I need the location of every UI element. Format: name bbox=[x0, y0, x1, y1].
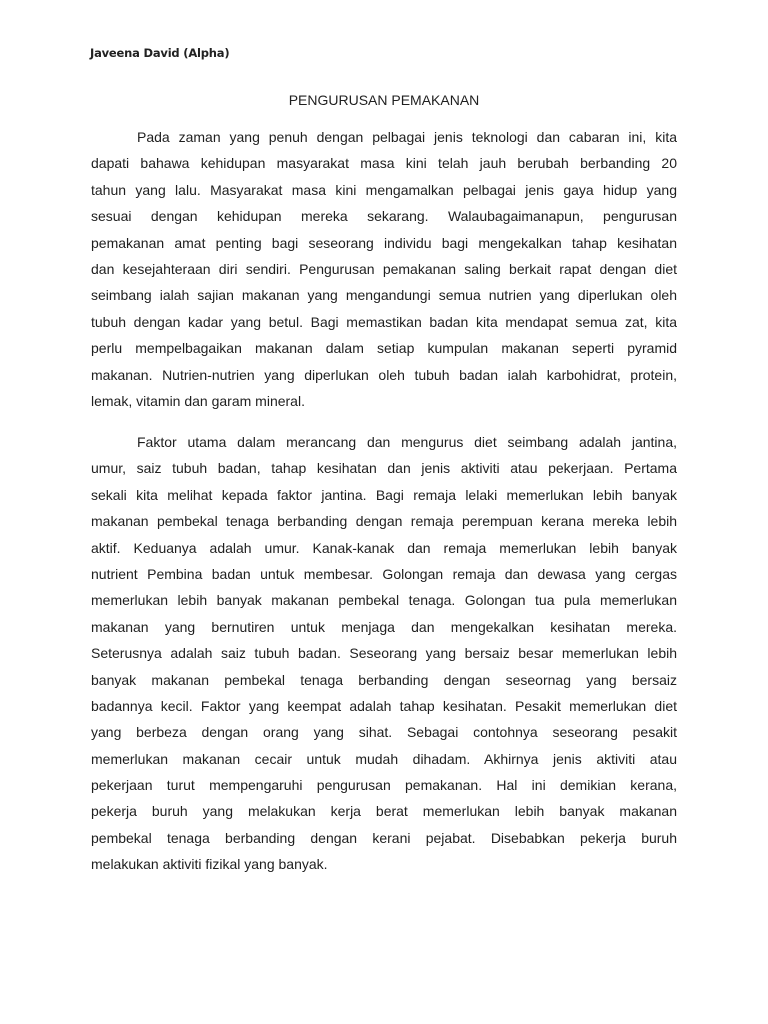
paragraph-line: memerlukan makanan cecair untuk mudah dihadam. Akhirnya jenis aktiviti atau bbox=[91, 750, 677, 767]
paragraph-line: yang berbeza dengan orang yang sihat. Sebagai contohnya seseorang pesakit bbox=[91, 724, 677, 741]
paragraph-line: pemakanan amat penting bagi seseorang individu bagi mengekalkan tahap kesihatan bbox=[91, 234, 677, 251]
paragraph-line: pembekal tenaga berbanding dengan kerani pejabat. Disebabkan pekerja buruh bbox=[91, 829, 677, 846]
paragraph-line: makanan yang bernutiren untuk menjaga dan mengekalkan kesihatan mereka. bbox=[91, 618, 677, 635]
paragraph-line: tubuh dengan kadar yang betul. Bagi memastikan badan kita mendapat semua zat, kita bbox=[91, 313, 677, 330]
paragraph-line: pekerja buruh yang melakukan kerja berat memerlukan lebih banyak makanan bbox=[91, 803, 677, 820]
paragraph-1 bbox=[91, 124, 677, 414]
paragraph-line: badannya kecil. Faktor yang keempat adalah tahap kesihatan. Pesakit memerlukan diet bbox=[91, 697, 677, 714]
paragraph-line: aktif. Keduanya adalah umur. Kanak-kanak dan remaja memerlukan lebih banyak bbox=[91, 539, 677, 556]
paragraph-line: sekali kita melihat kepada faktor jantina. Bagi remaja lelaki memerlukan lebih banyak bbox=[91, 486, 677, 503]
paragraph-line: makanan. Nutrien-nutrien yang diperlukan oleh tubuh badan ialah karbohidrat, protein, bbox=[91, 366, 677, 383]
paragraph-line: dan kesejahteraan diri sendiri. Pengurusan pemakanan saling berkait rapat dengan diet bbox=[91, 260, 677, 277]
paragraph-line: Faktor utama dalam merancang dan mengurus diet seimbang adalah jantina, bbox=[137, 434, 677, 450]
paragraph-line: umur, saiz tubuh badan, tahap kesihatan dan jenis aktiviti atau pekerjaan. Pertama bbox=[91, 460, 677, 477]
paragraph-line: dapati bahawa kehidupan masyarakat masa kini telah jauh berubah berbanding 20 bbox=[91, 155, 677, 172]
paragraph-line: pekerjaan turut mempengaruhi pengurusan pemakanan. Hal ini demikian kerana, bbox=[91, 777, 677, 794]
paragraph-2 bbox=[91, 429, 677, 878]
paragraph-line: memerlukan lebih banyak makanan pembekal tenaga. Golongan tua pula memerlukan bbox=[91, 592, 677, 609]
paragraph-line: melakukan aktiviti fizikal yang banyak. bbox=[91, 856, 328, 873]
paragraph-line: Pada zaman yang penuh dengan pelbagai jenis teknologi dan cabaran ini, kita bbox=[137, 129, 677, 145]
author-name: Javeena David (Alpha) bbox=[90, 46, 230, 60]
paragraph-line: Seterusnya adalah saiz tubuh badan. Seseorang yang bersaiz besar memerlukan lebih bbox=[91, 645, 677, 662]
paragraph-line: tahun yang lalu. Masyarakat masa kini mengamalkan pelbagai jenis gaya hidup yang bbox=[91, 181, 677, 198]
paragraph-line: nutrient Pembina badan untuk membesar. Golongan remaja dan dewasa yang cergas bbox=[91, 565, 677, 582]
paragraph-line: banyak makanan pembekal tenaga berbanding dengan seseornag yang bersaiz bbox=[91, 671, 677, 688]
paragraph-line: makanan pembekal tenaga berbanding dengan remaja perempuan kerana mereka lebih bbox=[91, 513, 677, 530]
paragraph-line: lemak, vitamin dan garam mineral. bbox=[91, 392, 305, 409]
paragraph-line: sesuai dengan kehidupan mereka sekarang. Walaubagaimanapun, pengurusan bbox=[91, 208, 677, 225]
document-title: PENGURUSAN PEMAKANAN bbox=[288, 92, 480, 108]
paragraph-line: perlu mempelbagaikan makanan dalam setiap kumpulan makanan seperti pyramid bbox=[91, 340, 677, 357]
paragraph-line: seimbang ialah sajian makanan yang mengandungi semua nutrien yang diperlukan oleh bbox=[91, 287, 677, 304]
